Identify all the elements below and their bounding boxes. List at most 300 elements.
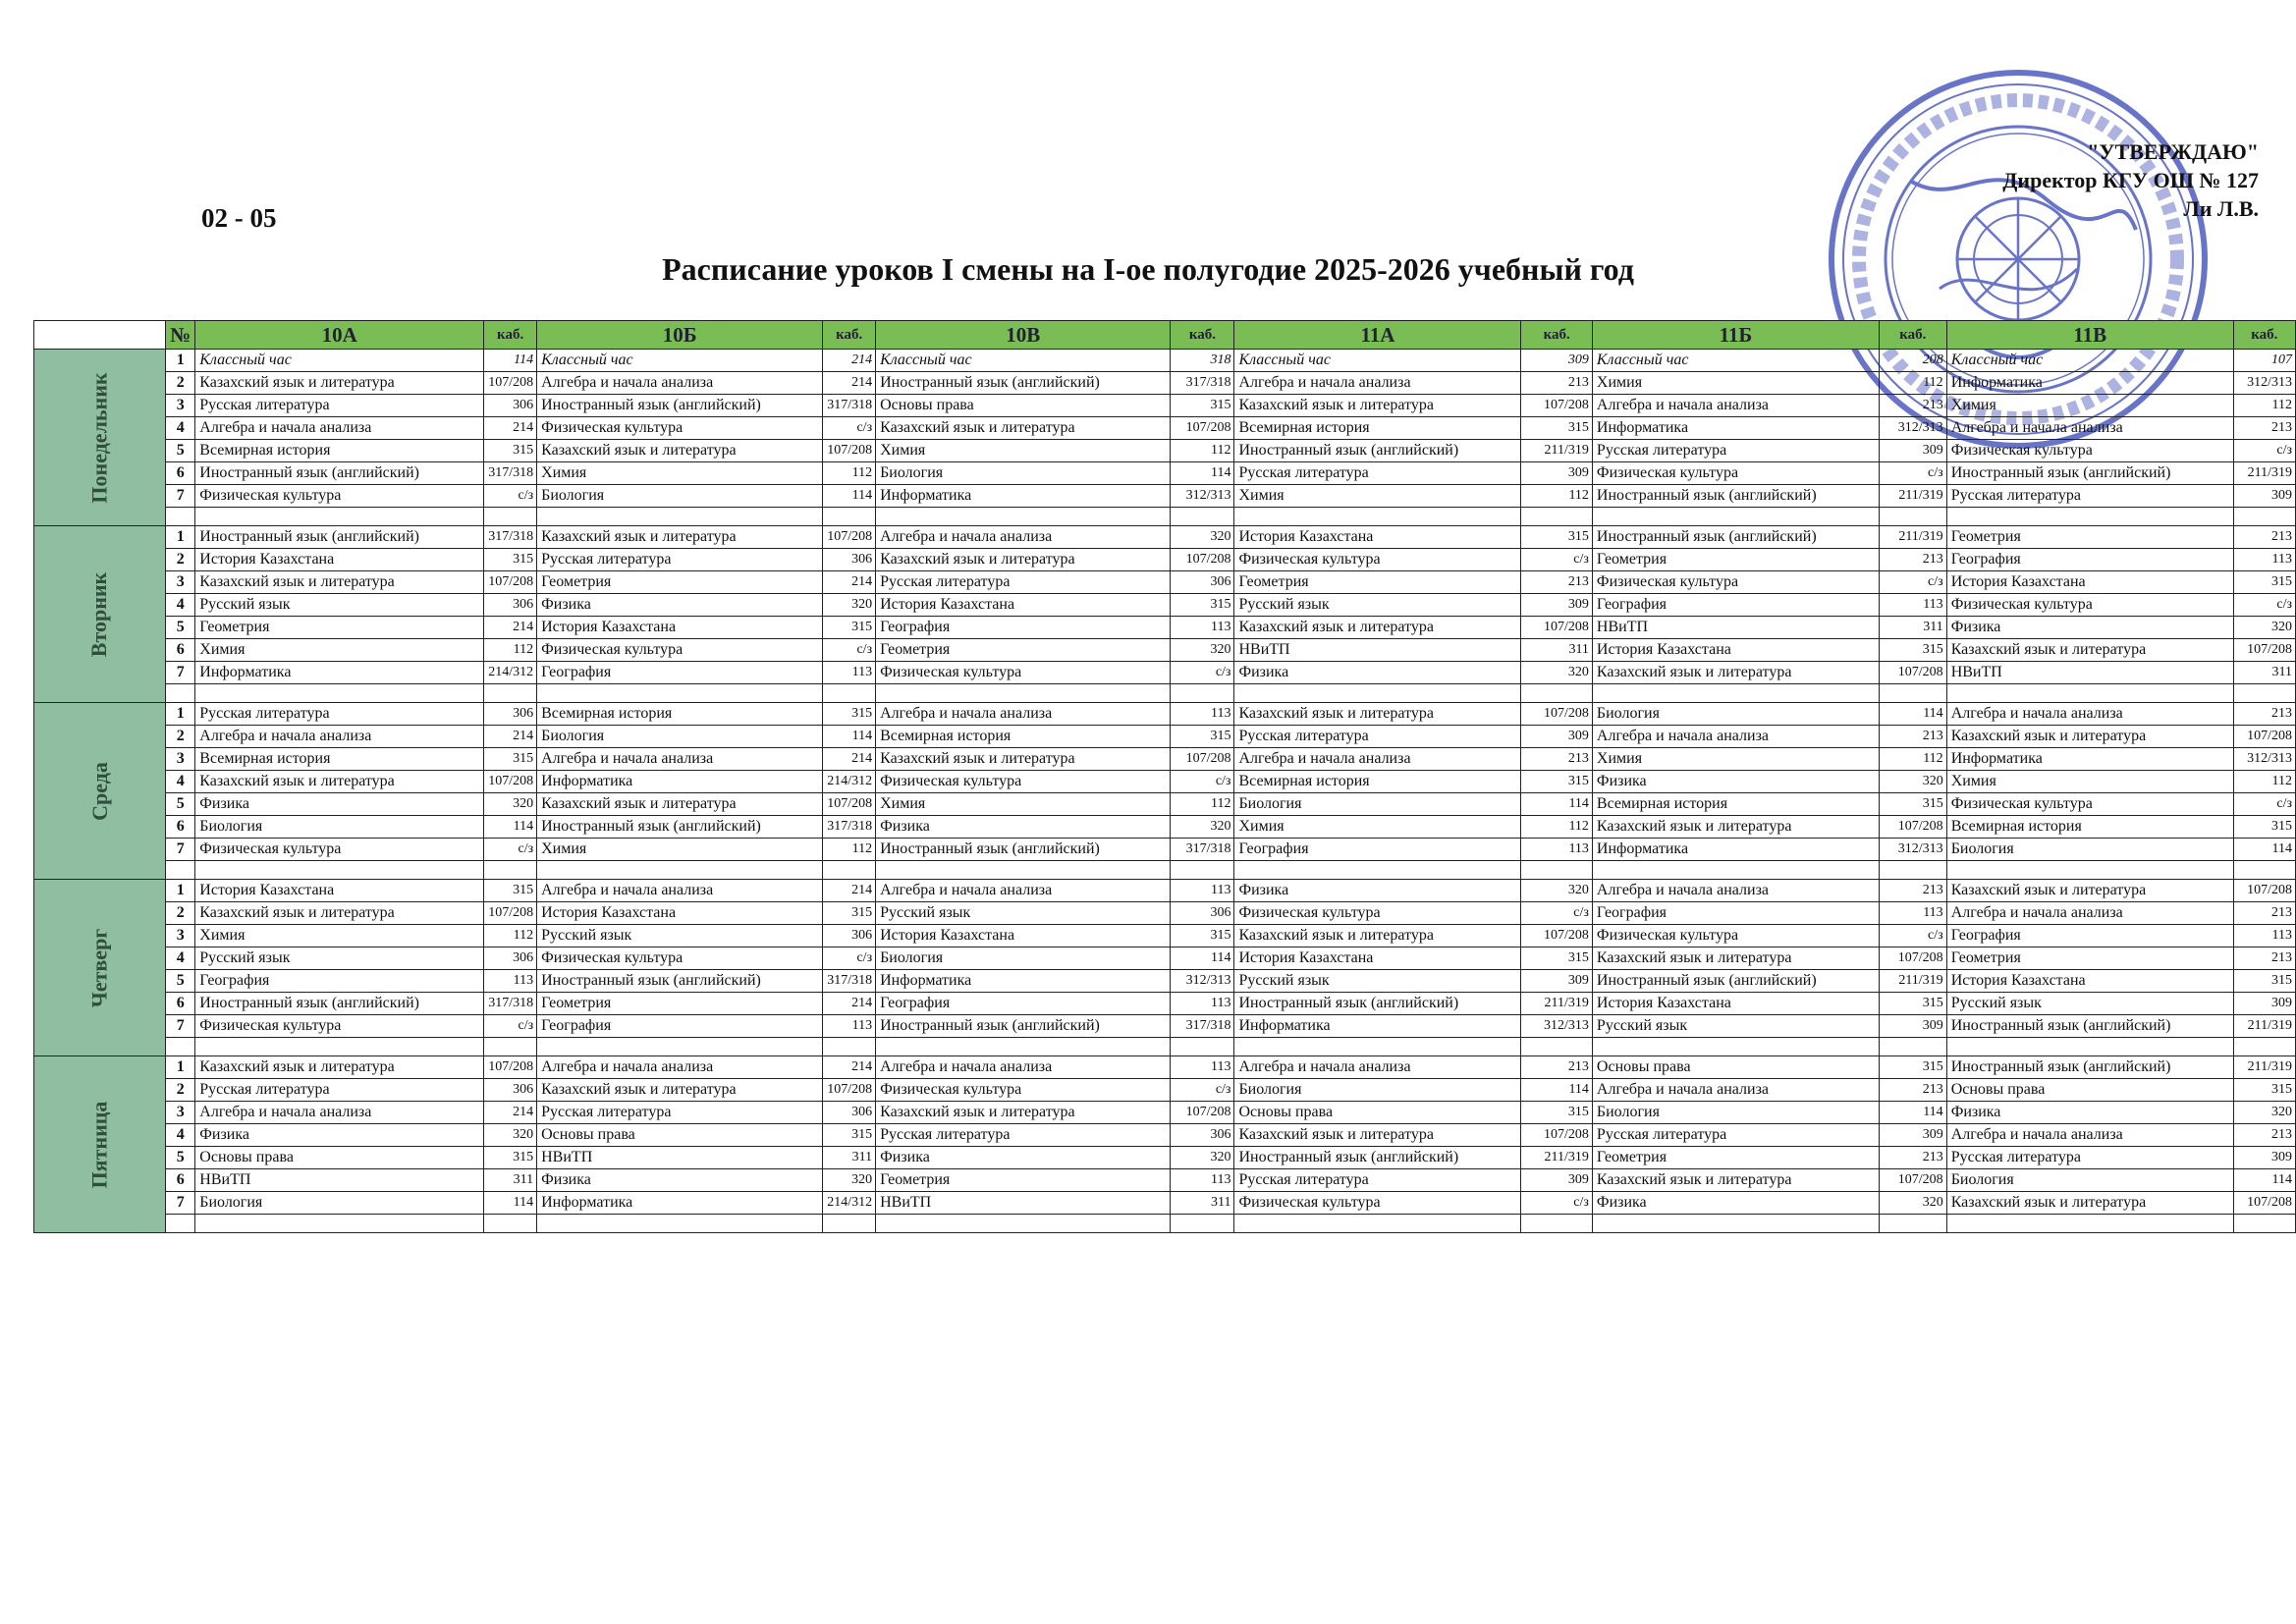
subject-cell: Казахский язык и литература [1592, 1169, 1879, 1192]
empty-cell [195, 508, 484, 526]
empty-cell [1234, 508, 1521, 526]
room-cell: 317/318 [823, 395, 876, 417]
room-cell: с/з [1521, 1192, 1592, 1215]
subject-cell: Казахский язык и литература [537, 526, 823, 549]
empty-cell [823, 1215, 876, 1233]
room-cell: 107/208 [823, 1079, 876, 1102]
subject-cell: Информатика [537, 771, 823, 793]
subject-cell: История Казахстана [1592, 639, 1879, 662]
room-cell: 311 [1171, 1192, 1234, 1215]
lesson-row [34, 726, 2296, 748]
subject-cell: География [876, 617, 1171, 639]
room-cell: 114 [484, 1192, 537, 1215]
room-cell: 114 [1879, 1102, 1946, 1124]
room-cell: 315 [2233, 970, 2295, 993]
room-cell: 320 [484, 1124, 537, 1147]
subject-cell: Алгебра и начала анализа [876, 703, 1171, 726]
subject-cell: История Казахстана [537, 617, 823, 639]
subject-cell: Физика [537, 1169, 823, 1192]
subject-cell: Всемирная история [1946, 816, 2233, 839]
subject-cell: Русский язык [876, 902, 1171, 925]
subject-cell: Русская литература [195, 1079, 484, 1102]
empty-cell [1521, 1215, 1592, 1233]
lesson-row [34, 417, 2296, 440]
room-cell: 107/208 [823, 793, 876, 816]
subject-cell: Русская литература [1592, 440, 1879, 462]
subject-cell: Биология [195, 1192, 484, 1215]
room-cell: 112 [823, 462, 876, 485]
room-cell: 312/313 [1879, 839, 1946, 861]
room-cell: 211/319 [1879, 526, 1946, 549]
subject-cell: Алгебра и начала анализа [1592, 726, 1879, 748]
subject-cell: Физика [1592, 771, 1879, 793]
subject-cell: Биология [1946, 839, 2233, 861]
room-cell: 315 [823, 703, 876, 726]
subject-cell: Основы права [537, 1124, 823, 1147]
room-cell: с/з [484, 839, 537, 861]
room-cell: 214 [823, 993, 876, 1015]
subject-cell: Казахский язык и литература [1234, 925, 1521, 947]
day-label [34, 526, 166, 703]
subject-cell: Алгебра и начала анализа [537, 748, 823, 771]
subject-cell: Геометрия [876, 639, 1171, 662]
room-cell: 309 [2233, 993, 2295, 1015]
subject-cell: НВиТП [1234, 639, 1521, 662]
room-cell: 211/319 [1521, 1147, 1592, 1169]
room-cell: 320 [1521, 662, 1592, 684]
room-cell: 208 [1879, 350, 1946, 372]
room-cell: 114 [1521, 793, 1592, 816]
schedule-table [33, 320, 2296, 1233]
empty-cell [166, 684, 195, 703]
empty-cell [1879, 684, 1946, 703]
subject-cell: Классный час [1234, 350, 1521, 372]
room-cell: с/з [1171, 1079, 1234, 1102]
room-cell: 309 [1879, 440, 1946, 462]
subject-cell: Информатика [1592, 839, 1879, 861]
room-cell: 312/313 [2233, 748, 2295, 771]
separator-row [34, 508, 2296, 526]
subject-cell: Казахский язык и литература [1946, 726, 2233, 748]
empty-cell [2233, 861, 2295, 880]
room-cell: 309 [2233, 1147, 2295, 1169]
empty-cell [1879, 1038, 1946, 1056]
subject-cell: Казахский язык и литература [1592, 947, 1879, 970]
room-cell: 315 [1879, 639, 1946, 662]
subject-cell: Русская литература [1234, 462, 1521, 485]
subject-cell: Химия [537, 839, 823, 861]
subject-cell: История Казахстана [1592, 993, 1879, 1015]
room-cell: 315 [2233, 571, 2295, 594]
room-cell: 213 [1879, 726, 1946, 748]
day-label [34, 703, 166, 880]
subject-cell: Физика [1946, 617, 2233, 639]
lesson-number: 6 [166, 816, 195, 839]
room-cell: 213 [2233, 526, 2295, 549]
room-cell: 315 [484, 880, 537, 902]
subject-cell: Основы права [876, 395, 1171, 417]
lesson-number: 2 [166, 902, 195, 925]
room-cell: 315 [1521, 947, 1592, 970]
empty-cell [1521, 1038, 1592, 1056]
lesson-number: 1 [166, 1056, 195, 1079]
subject-cell: Физическая культура [537, 417, 823, 440]
room-cell: 113 [2233, 925, 2295, 947]
subject-cell: Русский язык [195, 594, 484, 617]
room-cell: 107/208 [484, 372, 537, 395]
room-cell: 306 [484, 703, 537, 726]
room-cell: 309 [1521, 1169, 1592, 1192]
room-cell: 311 [2233, 662, 2295, 684]
subject-cell: Иностранный язык (английский) [195, 462, 484, 485]
room-cell: 320 [1171, 526, 1234, 549]
room-cell: 113 [1171, 1169, 1234, 1192]
subject-cell: Биология [876, 947, 1171, 970]
subject-cell: Всемирная история [537, 703, 823, 726]
room-cell: 315 [1171, 726, 1234, 748]
subject-cell: Иностранный язык (английский) [537, 816, 823, 839]
subject-cell: Иностранный язык (английский) [1946, 1056, 2233, 1079]
lesson-row [34, 703, 2296, 726]
empty-cell [1946, 508, 2233, 526]
room-cell: 112 [1879, 748, 1946, 771]
empty-cell [1234, 1038, 1521, 1056]
lesson-row [34, 372, 2296, 395]
subject-cell: Казахский язык и литература [195, 372, 484, 395]
room-cell: 107/208 [1879, 816, 1946, 839]
subject-cell: География [876, 993, 1171, 1015]
subject-cell: Алгебра и начала анализа [1234, 1056, 1521, 1079]
subject-cell: Иностранный язык (английский) [1234, 1147, 1521, 1169]
lesson-number: 3 [166, 571, 195, 594]
room-cell: 320 [484, 793, 537, 816]
lesson-number: 7 [166, 1015, 195, 1038]
room-cell: 315 [1521, 1102, 1592, 1124]
lesson-number: 4 [166, 594, 195, 617]
subject-cell: Всемирная история [195, 748, 484, 771]
separator-row [34, 684, 2296, 703]
subject-cell: История Казахстана [1946, 970, 2233, 993]
subject-cell: Казахский язык и литература [1946, 639, 2233, 662]
subject-cell: Всемирная история [1234, 771, 1521, 793]
room-cell: 315 [484, 549, 537, 571]
room-cell: 107/208 [484, 571, 537, 594]
subject-cell: Геометрия [1946, 947, 2233, 970]
empty-cell [195, 1038, 484, 1056]
empty-cell [823, 861, 876, 880]
subject-cell: НВиТП [876, 1192, 1171, 1215]
subject-cell: Иностранный язык (английский) [1234, 993, 1521, 1015]
lesson-row [34, 947, 2296, 970]
subject-cell: Казахский язык и литература [1234, 1124, 1521, 1147]
subject-cell: География [1234, 839, 1521, 861]
lesson-row [34, 571, 2296, 594]
lesson-number: 7 [166, 1192, 195, 1215]
subject-cell: Биология [1592, 1102, 1879, 1124]
room-cell: 214 [484, 726, 537, 748]
day-name: Понедельник [86, 371, 112, 504]
header-row [34, 321, 2296, 350]
room-cell: с/з [823, 947, 876, 970]
approve-line: Директор КГУ ОШ № 127 [2002, 168, 2259, 192]
subject-cell: Физическая культура [1946, 594, 2233, 617]
room-cell: 114 [823, 726, 876, 748]
subject-cell: НВиТП [195, 1169, 484, 1192]
room-cell: 114 [2233, 839, 2295, 861]
subject-cell: Алгебра и начала анализа [537, 372, 823, 395]
room-cell: 107/208 [1521, 703, 1592, 726]
separator-row [34, 1215, 2296, 1233]
subject-cell: Биология [1234, 793, 1521, 816]
subject-cell: Иностранный язык (английский) [195, 526, 484, 549]
room-cell: 315 [484, 440, 537, 462]
lesson-row [34, 1079, 2296, 1102]
lesson-row [34, 1192, 2296, 1215]
room-cell: 114 [1879, 703, 1946, 726]
subject-cell: Физическая культура [195, 1015, 484, 1038]
subject-cell: Физическая культура [1946, 793, 2233, 816]
empty-cell [823, 508, 876, 526]
room-cell: 315 [1171, 925, 1234, 947]
room-cell: 211/319 [2233, 1015, 2295, 1038]
room-cell: 309 [1521, 726, 1592, 748]
room-cell: 211/319 [1521, 440, 1592, 462]
room-cell: 315 [1521, 526, 1592, 549]
empty-cell [484, 1215, 537, 1233]
room-cell: 312/313 [1171, 485, 1234, 508]
empty-cell [1879, 1215, 1946, 1233]
lesson-number: 2 [166, 726, 195, 748]
empty-cell [484, 861, 537, 880]
room-cell: 311 [823, 1147, 876, 1169]
lesson-number: 3 [166, 1102, 195, 1124]
room-cell: 306 [1171, 902, 1234, 925]
subject-cell: Алгебра и начала анализа [1592, 1079, 1879, 1102]
subject-cell: Физическая культура [1234, 549, 1521, 571]
subject-cell: Иностранный язык (английский) [537, 395, 823, 417]
empty-cell [166, 1038, 195, 1056]
lesson-row [34, 771, 2296, 793]
room-cell: с/з [2233, 594, 2295, 617]
room-cell: 306 [484, 594, 537, 617]
class-header: 10В [876, 321, 1171, 350]
room-header: каб. [823, 321, 876, 350]
subject-cell: Казахский язык и литература [876, 1102, 1171, 1124]
subject-cell: Химия [876, 440, 1171, 462]
subject-cell: Казахский язык и литература [876, 549, 1171, 571]
empty-cell [1521, 861, 1592, 880]
empty-cell [2233, 1038, 2295, 1056]
subject-cell: Информатика [1592, 417, 1879, 440]
subject-cell: Иностранный язык (английский) [876, 839, 1171, 861]
day-label [34, 880, 166, 1056]
subject-cell: Алгебра и начала анализа [537, 880, 823, 902]
subject-cell: Казахский язык и литература [1946, 1192, 2233, 1215]
empty-cell [1946, 684, 2233, 703]
subject-cell: НВиТП [537, 1147, 823, 1169]
lesson-number: 5 [166, 793, 195, 816]
room-cell: 107/208 [484, 1056, 537, 1079]
empty-cell [876, 508, 1171, 526]
corner-cell [34, 321, 166, 350]
separator-row [34, 1038, 2296, 1056]
lesson-number: 7 [166, 662, 195, 684]
room-cell: 318 [1171, 350, 1234, 372]
subject-cell: Русская литература [1946, 485, 2233, 508]
day-name: Среда [86, 761, 112, 821]
subject-cell: Казахский язык и литература [537, 1079, 823, 1102]
subject-cell: Иностранный язык (английский) [537, 970, 823, 993]
room-cell: 317/318 [823, 816, 876, 839]
subject-cell: Иностранный язык (английский) [1592, 970, 1879, 993]
room-cell: 309 [1521, 970, 1592, 993]
room-cell: 213 [1521, 1056, 1592, 1079]
room-cell: 306 [823, 549, 876, 571]
room-cell: 214 [484, 1102, 537, 1124]
subject-cell: География [195, 970, 484, 993]
subject-cell: Русский язык [1234, 970, 1521, 993]
lesson-row [34, 970, 2296, 993]
lesson-number: 5 [166, 617, 195, 639]
subject-cell: Физическая культура [1592, 462, 1879, 485]
subject-cell: Казахский язык и литература [876, 417, 1171, 440]
subject-cell: Геометрия [1592, 1147, 1879, 1169]
subject-cell: Химия [1234, 485, 1521, 508]
num-header: № [166, 321, 195, 350]
subject-cell: Физическая культура [1234, 902, 1521, 925]
subject-cell: Классный час [1946, 350, 2233, 372]
room-cell: 320 [1171, 639, 1234, 662]
empty-cell [876, 1215, 1171, 1233]
room-cell: 311 [1521, 639, 1592, 662]
subject-cell: Русская литература [876, 571, 1171, 594]
room-cell: 317/318 [1171, 372, 1234, 395]
room-cell: 315 [823, 617, 876, 639]
subject-cell: Русская литература [876, 1124, 1171, 1147]
room-cell: 312/313 [1521, 1015, 1592, 1038]
subject-cell: Геометрия [195, 617, 484, 639]
room-cell: 320 [2233, 617, 2295, 639]
lesson-row [34, 526, 2296, 549]
subject-cell: Геометрия [876, 1169, 1171, 1192]
room-cell: 214 [823, 350, 876, 372]
room-cell: 315 [2233, 816, 2295, 839]
room-cell: 114 [1171, 947, 1234, 970]
subject-cell: Информатика [1946, 372, 2233, 395]
room-cell: 320 [1171, 1147, 1234, 1169]
subject-cell: География [1946, 549, 2233, 571]
subject-cell: Геометрия [537, 571, 823, 594]
lesson-number: 1 [166, 703, 195, 726]
room-cell: 112 [484, 639, 537, 662]
room-cell: с/з [484, 485, 537, 508]
subject-cell: Алгебра и начала анализа [195, 417, 484, 440]
empty-cell [876, 684, 1171, 703]
lesson-number: 4 [166, 1124, 195, 1147]
room-cell: с/з [1879, 462, 1946, 485]
subject-cell: Казахский язык и литература [195, 1056, 484, 1079]
approve-line: "УТВЕРЖДАЮ" [2087, 139, 2259, 164]
lesson-number: 6 [166, 993, 195, 1015]
subject-cell: Казахский язык и литература [1234, 395, 1521, 417]
subject-cell: Казахский язык и литература [537, 440, 823, 462]
room-cell: 113 [1171, 993, 1234, 1015]
lesson-number: 1 [166, 350, 195, 372]
subject-cell: Геометрия [1592, 549, 1879, 571]
lesson-row [34, 1169, 2296, 1192]
approval-block [1866, 137, 2259, 223]
subject-cell: Алгебра и начала анализа [876, 1056, 1171, 1079]
page-code: 02 - 05 [201, 203, 277, 233]
subject-cell: Физическая культура [195, 839, 484, 861]
lesson-row [34, 839, 2296, 861]
room-cell: 315 [1171, 395, 1234, 417]
room-cell: 213 [1879, 1147, 1946, 1169]
room-cell: 315 [484, 748, 537, 771]
subject-cell: Химия [537, 462, 823, 485]
subject-cell: Биология [876, 462, 1171, 485]
room-cell: с/з [2233, 793, 2295, 816]
room-cell: 107/208 [1521, 395, 1592, 417]
subject-cell: Классный час [1592, 350, 1879, 372]
room-cell: 211/319 [2233, 1056, 2295, 1079]
subject-cell: Классный час [876, 350, 1171, 372]
subject-cell: Казахский язык и литература [1946, 880, 2233, 902]
room-cell: 213 [2233, 947, 2295, 970]
room-cell: 211/319 [2233, 462, 2295, 485]
lesson-row [34, 662, 2296, 684]
room-cell: 113 [484, 970, 537, 993]
subject-cell: География [537, 1015, 823, 1038]
room-cell: 107/208 [1521, 1124, 1592, 1147]
lesson-number: 2 [166, 372, 195, 395]
day-name: Вторник [86, 571, 112, 657]
room-cell: 112 [1879, 372, 1946, 395]
empty-cell [2233, 1215, 2295, 1233]
subject-cell: Русская литература [1592, 1124, 1879, 1147]
room-cell: 315 [823, 902, 876, 925]
subject-cell: Всемирная история [1592, 793, 1879, 816]
room-cell: 213 [2233, 417, 2295, 440]
subject-cell: Биология [537, 485, 823, 508]
subject-cell: Русская литература [195, 395, 484, 417]
room-cell: 320 [1879, 771, 1946, 793]
subject-cell: Основы права [1592, 1056, 1879, 1079]
lesson-row [34, 639, 2296, 662]
class-header: 10А [195, 321, 484, 350]
subject-cell: Физика [195, 793, 484, 816]
room-cell: 113 [823, 662, 876, 684]
room-cell: 112 [1521, 816, 1592, 839]
subject-cell: Русская литература [537, 549, 823, 571]
room-cell: 112 [1171, 793, 1234, 816]
lesson-number: 2 [166, 549, 195, 571]
room-cell: 213 [1521, 372, 1592, 395]
subject-cell: Основы права [1946, 1079, 2233, 1102]
subject-cell: История Казахстана [195, 549, 484, 571]
subject-cell: История Казахстана [876, 925, 1171, 947]
class-header: 11Б [1592, 321, 1879, 350]
room-cell: 306 [484, 947, 537, 970]
empty-cell [195, 1215, 484, 1233]
subject-cell: Физика [876, 1147, 1171, 1169]
empty-cell [537, 684, 823, 703]
lesson-row [34, 925, 2296, 947]
room-cell: 107 [2233, 350, 2295, 372]
room-cell: 214/312 [823, 771, 876, 793]
empty-cell [1946, 1038, 2233, 1056]
room-cell: 309 [1521, 594, 1592, 617]
